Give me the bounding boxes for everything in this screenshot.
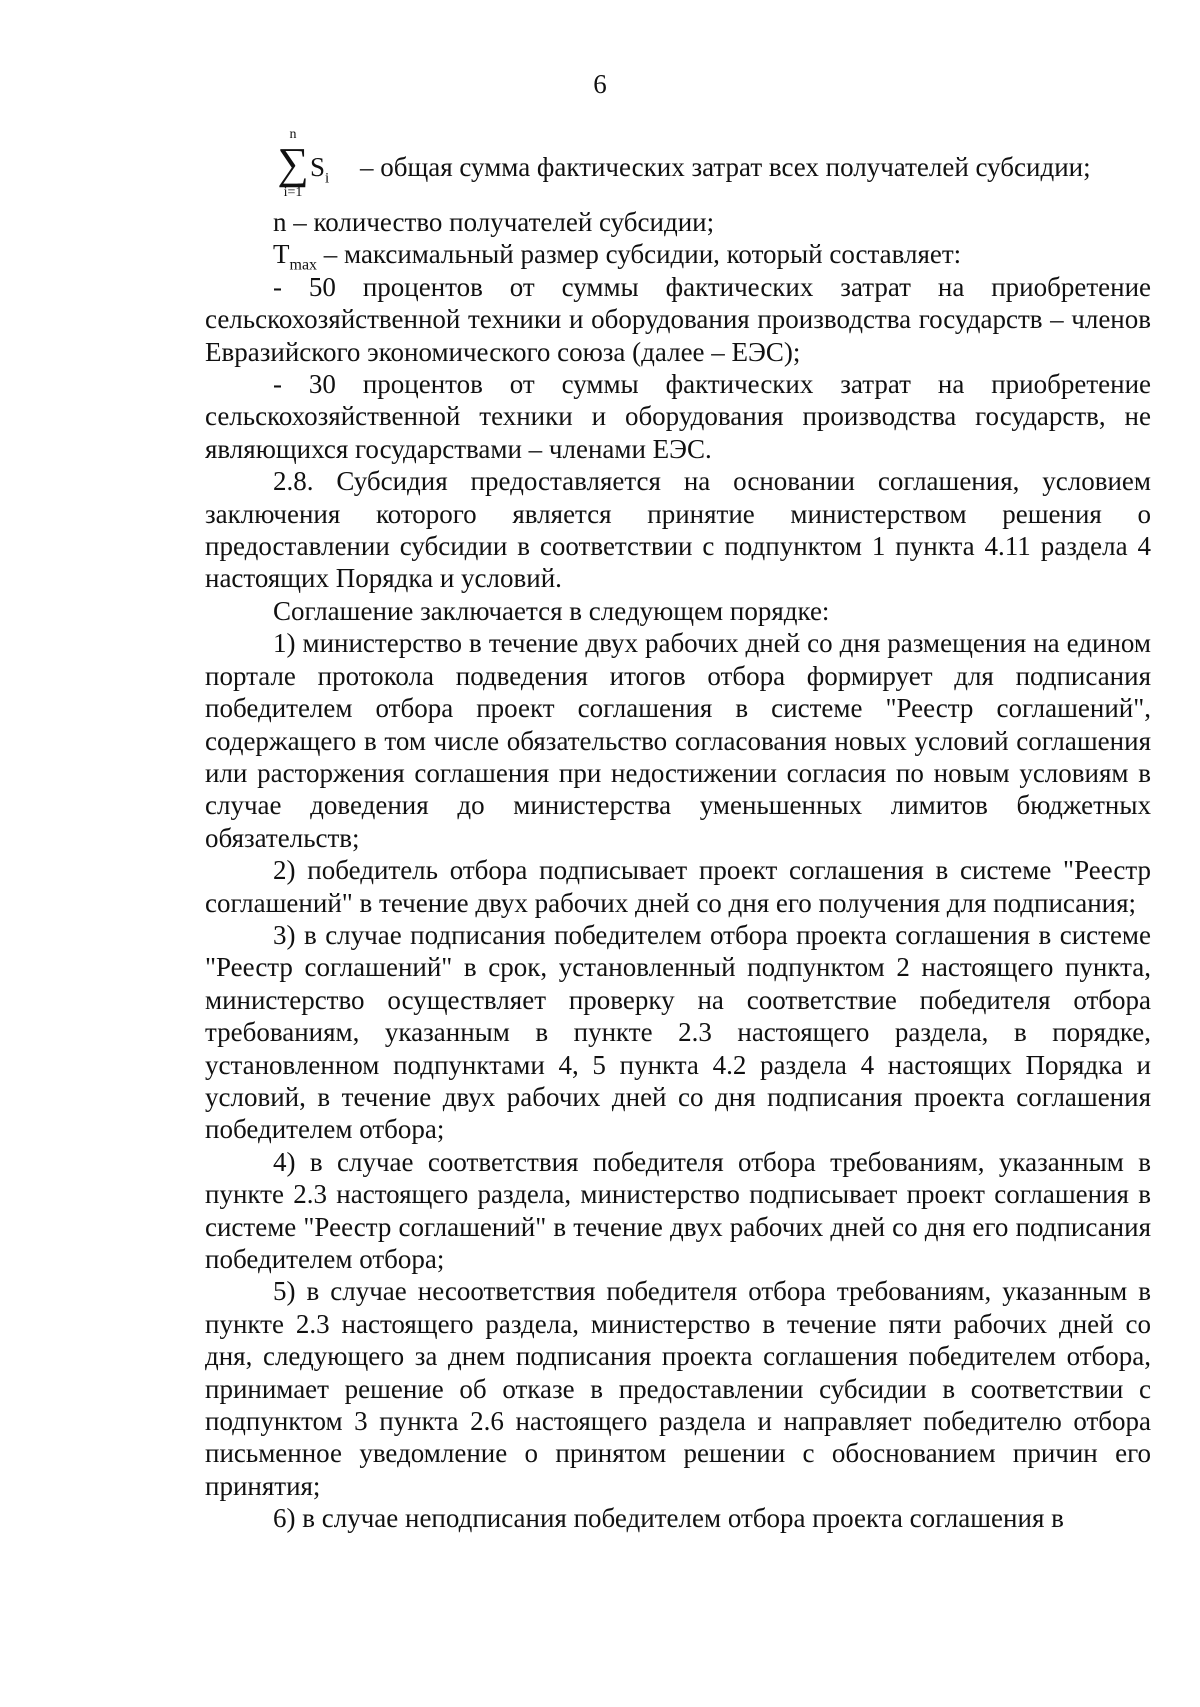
definition-tmax	[205, 238, 1151, 274]
list-item-5: 5) в случае несоответствия победителя отбора требованиям, указанным в пункте 2.3 настоящего раздела, министерство в течение пяти рабочих дней со дня, следующего за днем подписания проекта соглашения победителем отбора, принимает решение об отказе в предоставлении субсидии в соответствии с подпунктом 3 пункта 2.6 настоящего раздела и направляет победителю отбора письменное уведомление о принятом решении с обоснованием причин его принятия;	[205, 1276, 1151, 1501]
tmax-text: – максимальный размер субсидии, который составляет:	[317, 239, 962, 270]
summation-term-subscript: i	[325, 170, 330, 187]
list-item-2: 2) победитель отбора подписывает проект соглашения в системе "Реестр соглашений" в течение двух рабочих дней со дня его получения для подписания;	[205, 855, 1151, 918]
page-number: 6	[593, 69, 607, 99]
definition-n: n – количество получателей субсидии;	[273, 207, 715, 237]
list-item-1: 1) министерство в течение двух рабочих дней со дня размещения на едином портале протокола подведения итогов отбора формирует для подписания победителем отбора проект соглашения в системе "Реестр соглашений", содержащего в том числе обязательство согласования новых условий соглашения или расторжения соглашения при недостижении согласия по новым условиям в случае доведения до министерства уменьшенных лимитов бюджетных обязательств;	[205, 628, 1151, 853]
paragraph-30-percent: - 30 процентов от суммы фактических затрат на приобретение сельскохозяйственной техники и оборудования производства государств, не являющихся государствами – членами ЕЭС.	[205, 369, 1151, 464]
summation-term-letter: S	[310, 152, 326, 182]
summation-lower-limit: i=1	[283, 185, 303, 200]
summation-formula	[270, 128, 1160, 208]
paragraph-2-8: 2.8. Субсидия предоставляется на основании соглашения, условием заключения которого является принятие министерством решения о предоставлении субсидии в соответствии с подпунктом 1 пункта 4.11 раздела 4 настоящих Порядка и условий.	[205, 466, 1151, 594]
sigma-sign: ∑	[277, 139, 309, 188]
tmax-symbol: T	[273, 239, 290, 270]
list-item-6: 6) в случае неподписания победителем отбора проекта соглашения в	[273, 1503, 1064, 1534]
paragraph-agreement-order: Соглашение заключается в следующем порядке:	[273, 595, 830, 626]
document-body	[205, 206, 1151, 1535]
list-item-4: 4) в случае соответствия победителя отбора требованиям, указанным в пункте 2.3 настоящего раздела, министерство подписывает проект соглашения в системе "Реестр соглашений" в течение двух рабочих дней со дня его подписания победителем отбора;	[205, 1146, 1151, 1274]
summation-term	[310, 150, 329, 195]
paragraph-50-percent: - 50 процентов от суммы фактических затрат на приобретение сельскохозяйственной техники и оборудования производства государств – членов Евразийского экономического союза (далее – ЕЭС);	[205, 271, 1151, 367]
tmax-subscript: max	[289, 256, 318, 274]
list-item-3: 3) в случае подписания победителем отбора проекта соглашения в системе "Реестр соглашений" в срок, установленный подпунктом 2 настоящего пункта, министерство осуществляет проверку на соответствие победителя отбора требованиям, указанным в пункте 2.3 настоящего раздела, в порядке, установленном подпунктами 4, 5 пункта 4.2 раздела 4 настоящих Порядка и условий, в течение двух рабочих дней со дня подписания проекта соглашения победителем отбора;	[205, 919, 1151, 1145]
summation-description: – общая сумма фактических затрат всех получателей субсидии;	[360, 152, 1091, 182]
summation-upper-limit: n	[289, 127, 297, 142]
